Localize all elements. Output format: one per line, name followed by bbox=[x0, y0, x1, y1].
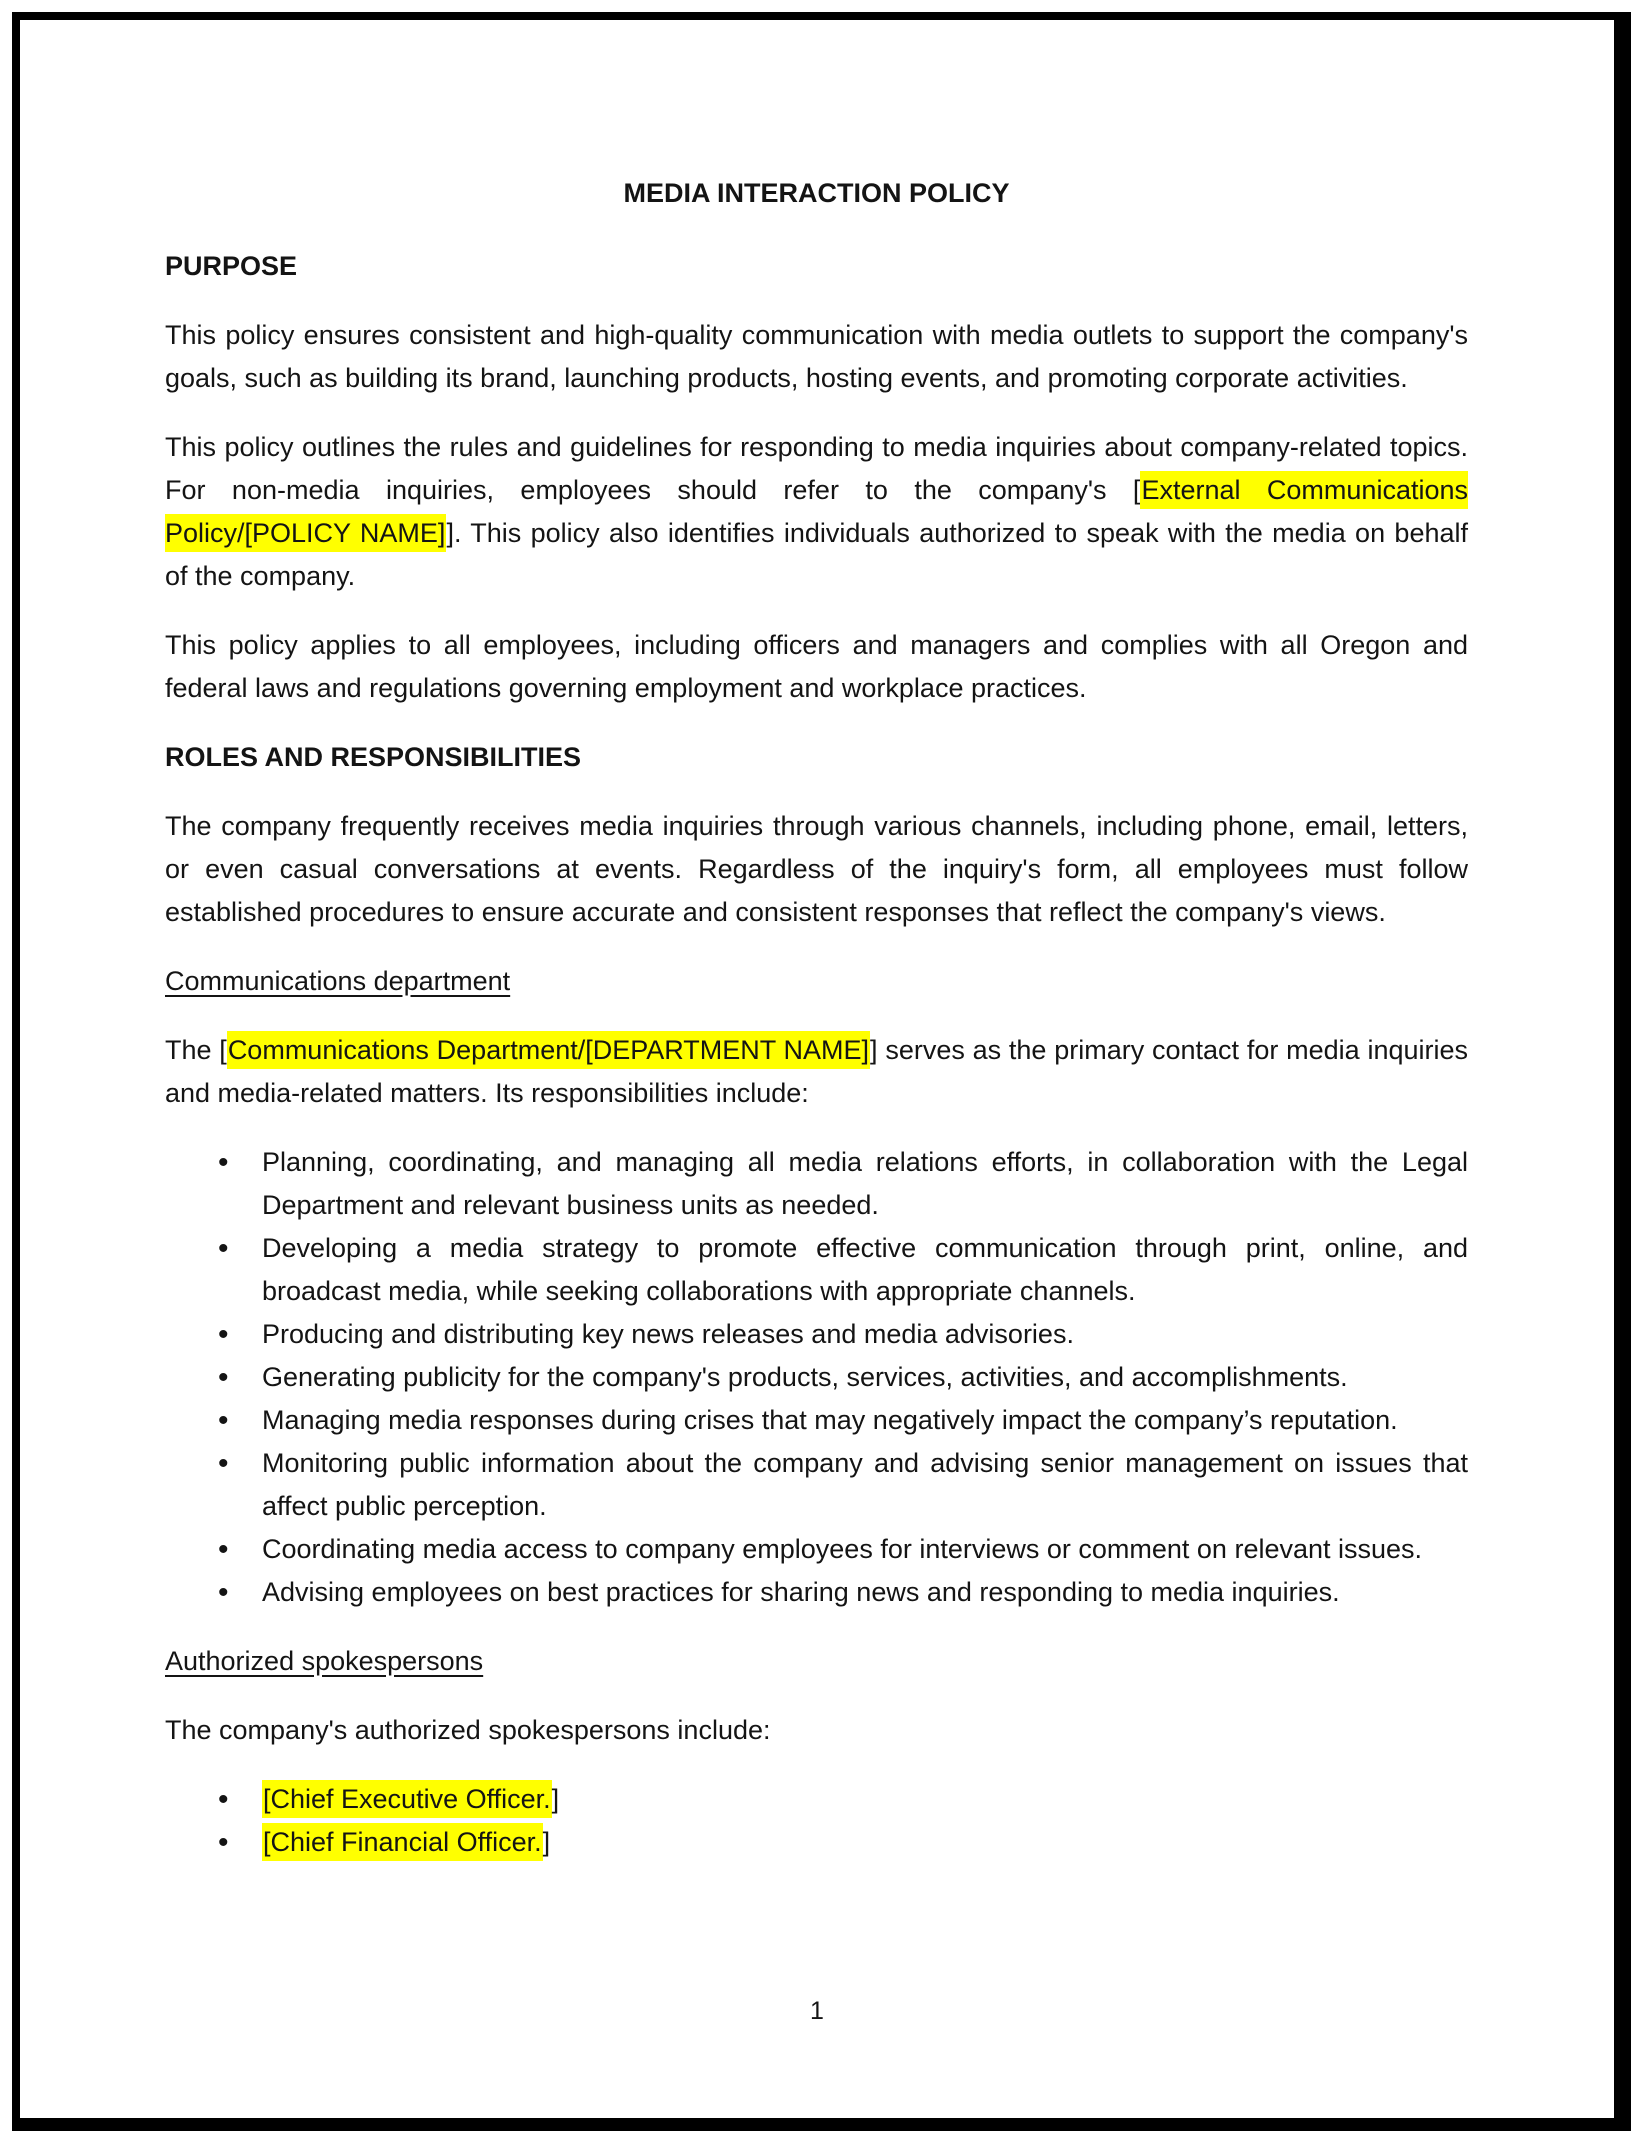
page-border-frame bbox=[12, 12, 1631, 2131]
authorized-spokespersons-subheading: Authorized spokespersons bbox=[165, 1646, 484, 1676]
list-item: • Generating publicity for the company's products, services, activities, and accomplishments. bbox=[262, 1356, 1468, 1399]
purpose-paragraph-2 bbox=[165, 426, 1468, 598]
list-item: • Monitoring public information about the company and advising senior management on issues that affect public perception. bbox=[262, 1442, 1468, 1528]
highlighted-placeholder-department-name: Communications Department/[DEPARTMENT NAME] bbox=[227, 1031, 870, 1069]
spokespersons-list bbox=[165, 1778, 1468, 1864]
purpose-paragraph-3: This policy applies to all employees, including officers and managers and complies with all Oregon and federal laws and regulations governing employment and workplace practices. bbox=[165, 630, 1468, 703]
purpose-paragraph-1: This policy ensures consistent and high-quality communication with media outlets to support the company's goals, such as building its brand, launching products, hosting events, and promoting corporate activities. bbox=[165, 320, 1468, 393]
paragraph-text: The [ bbox=[165, 1035, 227, 1065]
list-item bbox=[262, 1778, 1468, 1821]
list-item: • Advising employees on best practices for sharing news and responding to media inquiries. bbox=[262, 1571, 1468, 1614]
highlighted-placeholder-ceo: [Chief Executive Officer. bbox=[262, 1780, 552, 1818]
communications-department-subheading: Communications department bbox=[165, 966, 511, 996]
list-item: • Coordinating media access to company employees for interviews or comment on relevant issues. bbox=[262, 1528, 1468, 1571]
paragraph-text: ] bbox=[551, 1784, 560, 1814]
list-item: • Managing media responses during crises that may negatively impact the company’s reputation. bbox=[262, 1399, 1468, 1442]
spokespersons-intro-paragraph: The company's authorized spokespersons include: bbox=[165, 1715, 771, 1745]
document-title: MEDIA INTERACTION POLICY bbox=[623, 178, 1010, 208]
responsibilities-list bbox=[165, 1141, 1468, 1614]
list-item bbox=[262, 1821, 1468, 1864]
purpose-heading: PURPOSE bbox=[165, 251, 298, 281]
list-item: • Developing a media strategy to promote effective communication through print, online, and broadcast media, while seeking collaborations with appropriate channels. bbox=[262, 1227, 1468, 1313]
list-item: • Planning, coordinating, and managing all media relations efforts, in collaboration with the Legal Department and relevant business units as needed. bbox=[262, 1141, 1468, 1227]
paragraph-text: ] serves as the primary contact for media inquiries and media-related matters. Its responsibilities include: bbox=[165, 1035, 1468, 1108]
highlighted-placeholder-policy-name: External Communications Policy/[POLICY NAME] bbox=[165, 471, 1468, 552]
policy-page bbox=[20, 20, 1614, 2118]
paragraph-text: ]. This policy also identifies individuals authorized to speak with the media on behalf of the company. bbox=[165, 518, 1468, 591]
list-item: • Producing and distributing key news releases and media advisories. bbox=[262, 1313, 1468, 1356]
highlighted-placeholder-cfo: [Chief Financial Officer. bbox=[262, 1823, 543, 1861]
page-number: 1 bbox=[810, 1997, 824, 2025]
roles-heading: ROLES AND RESPONSIBILITIES bbox=[165, 742, 582, 772]
communications-department-paragraph bbox=[165, 1029, 1468, 1115]
roles-intro-paragraph: The company frequently receives media inquiries through various channels, including phone, email, letters, or even casual conversations at events. Regardless of the inquiry's form, all employees must follow established procedures to ensure accurate and consistent responses that reflect the company's views. bbox=[165, 811, 1468, 927]
paragraph-text: ] bbox=[542, 1827, 551, 1857]
paragraph-text: This policy outlines the rules and guidelines for responding to media inquiries about company-related topics. For non-media inquiries, employees should refer to the company's [ bbox=[165, 432, 1468, 505]
